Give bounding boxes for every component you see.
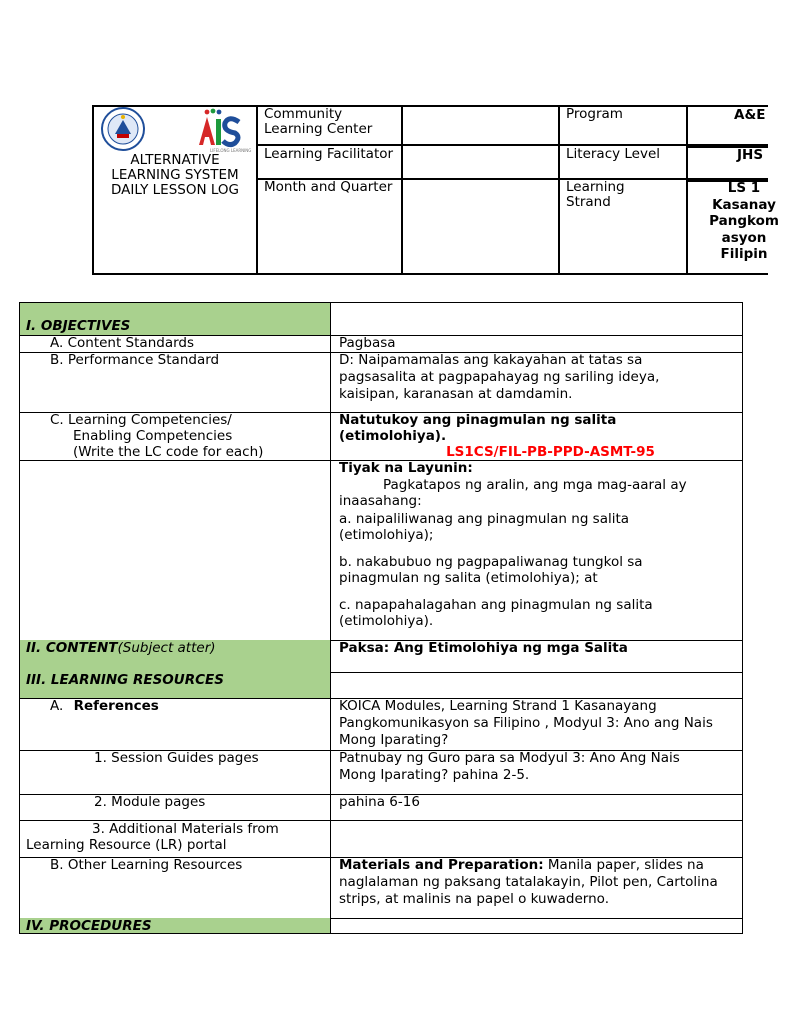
session-guides-row xyxy=(20,750,742,795)
strand-line-2: Kasanay xyxy=(712,196,776,213)
title-line-3: DAILY LESSON LOG xyxy=(111,182,239,198)
learning-resources-row xyxy=(20,672,742,699)
strand-line-4: asyon xyxy=(721,229,767,246)
module-pages-label: 2. Module pages xyxy=(94,794,206,810)
tiyak-item-c: c. napapahalagahan ang pinagmulan ng salita (etimolohiya). xyxy=(339,597,653,629)
content-standards-row xyxy=(20,335,742,353)
materials-preparation-value: Manila paper, slides na naglalaman ng paksang tatalakayin, Pilot pen, Cartolina strips, at malinis na papel o kuwaderno. xyxy=(339,857,718,907)
lc-value: Natutukoy ang pinagmulan ng salita (etimolohiya). xyxy=(339,412,617,444)
facilitator-label: Learning Facilitator xyxy=(264,146,394,162)
program-value: A&E xyxy=(734,107,766,123)
literacy-level-value: JHS xyxy=(737,147,764,163)
session-guides-label: 1. Session Guides pages xyxy=(94,750,259,766)
additional-materials-label-2: Learning Resource (LR) portal xyxy=(26,837,227,853)
references-label: References xyxy=(73,698,159,714)
materials-preparation-label: Materials and Preparation: xyxy=(339,857,544,873)
tiyak-intro: Pagkatapos ng aralin, ang mga mag-aaral ay inaasahang: xyxy=(339,477,687,509)
session-guides-value: Patnubay ng Guro para sa Modyul 3: Ano Ang Nais Mong Iparating? pahina 2-5. xyxy=(339,750,680,783)
references-prefix: A. xyxy=(50,698,64,714)
strand-line-5: Filipin xyxy=(720,246,768,262)
performance-standard-row xyxy=(20,352,742,413)
objectives-row xyxy=(20,303,742,336)
content-heading: II. CONTENT xyxy=(26,640,118,656)
content-topic: Paksa: Ang Etimolohiya ng mga Salita xyxy=(339,640,628,656)
tiyak-item-a: a. naipaliliwanag ang pinagmulan ng salita (etimolohiya); xyxy=(339,511,630,543)
lesson-table xyxy=(19,302,743,934)
learning-strand-label: Learning Strand xyxy=(566,179,625,210)
procedures-row xyxy=(20,918,742,933)
lc-label-line-3: (Write the LC code for each) xyxy=(73,444,264,460)
learning-resources-heading: III. LEARNING RESOURCES xyxy=(26,672,224,688)
strand-line-1: LS 1 xyxy=(727,180,761,196)
title-line-1: ALTERNATIVE xyxy=(130,152,220,168)
learning-competencies-row xyxy=(20,412,742,461)
specific-objectives-row xyxy=(20,460,742,641)
objectives-heading: I. OBJECTIVES xyxy=(26,318,131,334)
facilitator-value xyxy=(403,146,557,177)
content-row xyxy=(20,640,742,673)
lc-label-line-1: C. Learning Competencies/ xyxy=(50,412,232,428)
module-pages-value: pahina 6-16 xyxy=(339,794,420,810)
module-pages-row xyxy=(20,794,742,821)
logo-caption: LIFELONG LEARNING xyxy=(210,148,252,153)
performance-standard-value: D: Naipamamalas ang kakayahan at tatas sa pagsasalita at pagpapahayag ng sariling ideya, kaisipan, karanasan at damdamin. xyxy=(339,352,660,402)
strand-line-3: Pangkom xyxy=(709,213,779,229)
literacy-level-label: Literacy Level xyxy=(566,146,661,162)
other-resources-row xyxy=(20,857,742,919)
content-standards-label: A. Content Standards xyxy=(50,335,195,351)
tiyak-title: Tiyak na Layunin: xyxy=(339,460,473,476)
content-standards-value: Pagbasa xyxy=(339,335,396,351)
procedures-heading: IV. PROCEDURES xyxy=(26,918,152,934)
month-quarter-label: Month and Quarter xyxy=(264,179,393,195)
clc-value xyxy=(403,107,557,143)
title-line-2: LEARNING SYSTEM xyxy=(111,167,239,183)
tiyak-item-b: b. nakabubuo ng pagpapaliwanag tungkol sa pinagmulan ng salita (etimolohiya); at xyxy=(339,554,643,586)
references-row xyxy=(20,698,742,751)
performance-standard-label: B. Performance Standard xyxy=(50,352,220,368)
additional-materials-row xyxy=(20,820,742,858)
clc-label: Community Learning Center xyxy=(264,106,373,137)
content-heading-suffix: (Subject atter) xyxy=(117,640,216,656)
lc-code: LS1CS/FIL-PB-PPD-ASMT-95 xyxy=(446,444,655,460)
program-label: Program xyxy=(566,106,623,122)
other-resources-label: B. Other Learning Resources xyxy=(50,857,243,873)
lesson-log-title xyxy=(94,153,256,198)
deped-seal-logo xyxy=(97,107,149,151)
month-quarter-value xyxy=(403,180,557,272)
additional-materials-label-1: 3. Additional Materials from xyxy=(92,821,279,837)
references-value: KOICA Modules, Learning Strand 1 Kasanayang Pangkomunikasyon sa Filipino , Modyul 3: Ano ang Nais Mong Iparating? xyxy=(339,698,713,748)
learning-strand-value xyxy=(688,180,800,263)
lc-label-line-2: Enabling Competencies xyxy=(73,428,233,444)
